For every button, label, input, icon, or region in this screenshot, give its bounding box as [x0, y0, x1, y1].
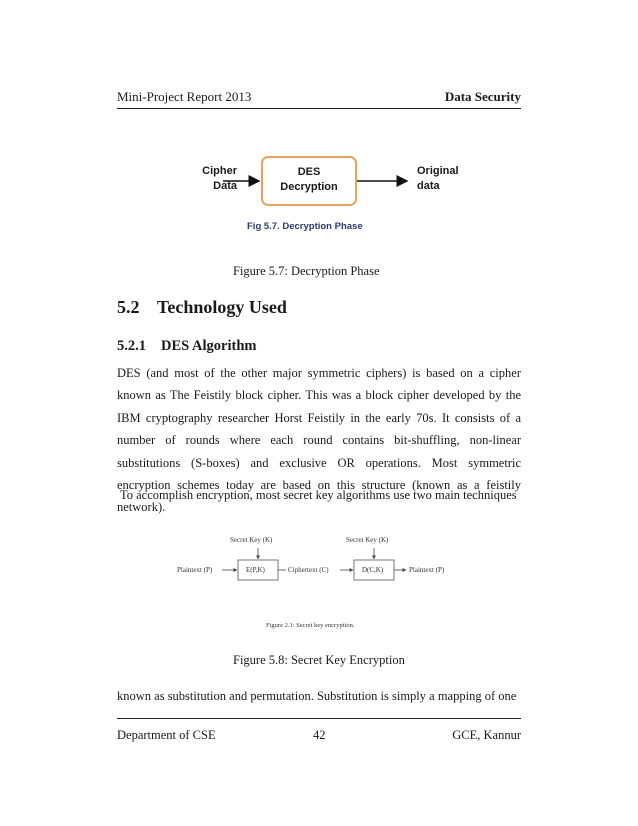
- figure-inner-caption: Fig 5.7. Decryption Phase: [247, 221, 363, 232]
- secret-key-right: Secret Key (K): [346, 536, 389, 544]
- section-heading: 5.2 Technology Used: [117, 297, 287, 317]
- encrypt-label: E(P,K): [246, 566, 265, 574]
- plaintext-in: Plaintext (P): [177, 566, 213, 574]
- footer-department: Department of CSE: [117, 728, 216, 742]
- figure-caption: Figure 5.7: Decryption Phase: [233, 264, 380, 278]
- plaintext-out: Plaintext (P): [409, 566, 445, 574]
- decrypt-label: D(C,K): [362, 566, 384, 574]
- secret-key-left: Secret Key (K): [230, 536, 273, 544]
- footer-rule: [117, 718, 521, 719]
- secret-key-diagram: [170, 530, 470, 630]
- ciphertext-label: Ciphertext (C): [288, 566, 329, 574]
- page-number: 42: [313, 728, 326, 742]
- original-data-label: Original data: [417, 165, 459, 192]
- subsection-heading: 5.2.1 DES Algorithm: [117, 338, 257, 354]
- footer-college: GCE, Kannur: [452, 728, 521, 742]
- header-topic: Data Security: [444, 89, 521, 104]
- figure-decryption-phase: [117, 150, 521, 240]
- paragraph-encryption: To accomplish encryption, most secret key algorithms use two main techniques: [120, 488, 517, 502]
- figure2-caption: Figure 5.8: Secret Key Encryption: [233, 653, 405, 667]
- header-report-title: Mini-Project Report 2013: [117, 89, 252, 104]
- cipher-data-label: Cipher Data: [202, 165, 237, 192]
- figure-secret-key-encryption: [170, 530, 470, 630]
- paragraph-substitution: known as substitution and permutation. Substitution is simply a mapping of one: [117, 689, 517, 703]
- page-header: [117, 89, 521, 109]
- des-decryption-box: DES Decryption: [261, 156, 357, 206]
- figure2-inner-caption: Figure 2.1: Secret key encryption.: [266, 622, 355, 629]
- header-rule: [117, 108, 521, 109]
- paragraph-des: DES (and most of the other major symmetric ciphers) is based on a cipher known as The Feistily block cipher. This was a block cipher developed by the IBM cryptography researcher Horst Feistily in the early 70s. It consists of a number of rounds where each round contains bit-shuffling, non-linear substitutions (S-boxes) and exclusive OR operations. Most symmetric encryption schemes today are based on this structure (known as a feistily network).: [117, 366, 521, 515]
